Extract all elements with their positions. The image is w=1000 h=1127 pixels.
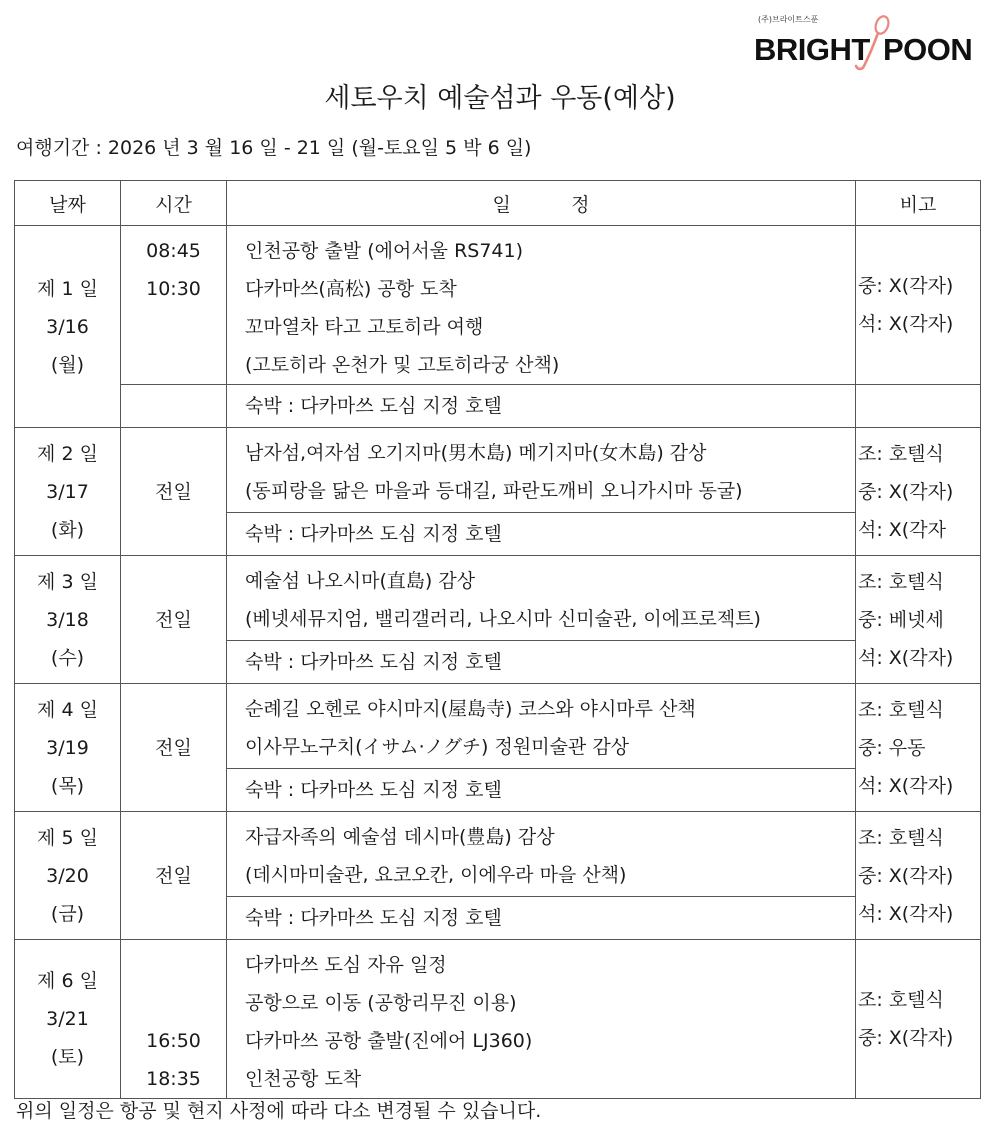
time-value: 10:30 xyxy=(146,278,201,300)
day-date: 3/18 xyxy=(46,608,89,631)
day-cell xyxy=(15,428,121,556)
time-value: 18:35 xyxy=(146,1068,201,1090)
table-row xyxy=(15,556,981,641)
note-cell xyxy=(856,428,981,556)
day-weekday: (금) xyxy=(50,902,85,925)
note-cell xyxy=(856,556,981,684)
day-cell xyxy=(15,684,121,812)
table-row xyxy=(15,428,981,513)
schedule-cell xyxy=(227,684,856,769)
brand-logo xyxy=(752,14,984,67)
day-date: 3/16 xyxy=(46,315,89,338)
schedule-line: (베넷세뮤지엄, 밸리갤러리, 나오시마 신미술관, 이에프로젝트) xyxy=(245,608,761,630)
day-date: 3/19 xyxy=(46,736,89,759)
day-weekday: (목) xyxy=(50,774,85,797)
schedule-line: 순례길 오헨로 야시마지(屋島寺) 코스와 야시마루 산책 xyxy=(245,698,696,720)
note-cell xyxy=(856,226,981,385)
time-cell: 전일 xyxy=(121,812,227,940)
schedule-line: 공항으로 이동 (공항리무진 이용) xyxy=(245,992,517,1014)
day-cell xyxy=(15,940,121,1099)
schedule-cell xyxy=(227,556,856,641)
note-cell xyxy=(856,385,981,428)
time-cell xyxy=(121,226,227,385)
day-date: 3/20 xyxy=(46,864,89,887)
schedule-line: (데시마미술관, 요코오칸, 이에우라 마을 산책) xyxy=(245,864,627,886)
note-line: 조: 호텔식 xyxy=(858,570,944,593)
day-cell xyxy=(15,556,121,684)
note-line: 조: 호텔식 xyxy=(858,989,944,1011)
note-cell xyxy=(856,940,981,1099)
note-line: 중: X(각자) xyxy=(858,864,954,887)
stay-cell: 숙박 : 다카마쓰 도심 지정 호텔 xyxy=(227,513,856,556)
schedule-cell xyxy=(227,428,856,513)
schedule-notice: 위의 일정은 항공 및 현지 사정에 따라 다소 변경될 수 있습니다. xyxy=(16,1100,542,1122)
note-line: 조: 호텔식 xyxy=(858,826,944,849)
table-row xyxy=(15,684,981,769)
day-weekday: (월) xyxy=(50,353,85,376)
schedule-line: 예술섬 나오시마(直島) 감상 xyxy=(245,570,476,592)
time-cell xyxy=(121,940,227,1099)
schedule-line: 다카마쓰 공항 출발(진에어 LJ360) xyxy=(245,1030,533,1052)
day-date: 3/21 xyxy=(46,1008,89,1030)
stay-cell: 숙박 : 다카마쓰 도심 지정 호텔 xyxy=(227,769,856,812)
note-line: 석: X(각자) xyxy=(858,774,954,797)
note-line: 중: X(각자) xyxy=(858,480,954,503)
schedule-line: 자급자족의 예술섬 데시마(豊島) 감상 xyxy=(245,826,555,848)
day-cell xyxy=(15,812,121,940)
note-line: 중: 베넷세 xyxy=(858,608,944,631)
header-note: 비고 xyxy=(856,181,981,226)
time-cell xyxy=(121,385,227,428)
day-weekday: (화) xyxy=(50,518,85,541)
stay-cell: 숙박 : 다카마쓰 도심 지정 호텔 xyxy=(227,641,856,684)
company-small-name: (주)브라이트스푼 xyxy=(758,15,819,24)
travel-period: 여행기간 : 2026 년 3 월 16 일 - 21 일 (월-토요일 5 박 6 일) xyxy=(16,137,532,159)
day-weekday: (토) xyxy=(50,1046,85,1068)
stay-cell: 숙박 : 다카마쓰 도심 지정 호텔 xyxy=(227,385,856,428)
note-line: 석: X(각자 xyxy=(858,518,946,541)
schedule-line: 인천공항 출발 (에어서울 RS741) xyxy=(245,240,524,262)
schedule-line: 다카마쓰 도심 자유 일정 xyxy=(245,954,447,976)
table-row xyxy=(15,940,981,1099)
note-line: 중: X(각자) xyxy=(858,275,954,297)
note-line: 조: 호텔식 xyxy=(858,442,944,465)
schedule-line: 인천공항 도착 xyxy=(245,1068,362,1090)
day-number: 제 3 일 xyxy=(37,570,98,593)
time-value: 16:50 xyxy=(146,1030,201,1052)
day-date: 3/17 xyxy=(46,480,89,503)
schedule-line: 다카마쓰(高松) 공항 도착 xyxy=(245,278,457,300)
header-date: 날짜 xyxy=(15,181,121,226)
schedule-cell xyxy=(227,940,856,1099)
schedule-cell xyxy=(227,812,856,897)
header-time: 시간 xyxy=(121,181,227,226)
itinerary-table xyxy=(14,180,981,1099)
header-schedule: 일 정 xyxy=(227,181,856,226)
table-row xyxy=(15,385,981,428)
schedule-line: (동피랑을 닮은 마을과 등대길, 파란도깨비 오니가시마 동굴) xyxy=(245,480,743,502)
note-cell xyxy=(856,684,981,812)
note-cell xyxy=(856,812,981,940)
time-cell: 전일 xyxy=(121,684,227,812)
day-number: 제 4 일 xyxy=(37,698,98,721)
brand-left-text: BRIGHT xyxy=(754,32,870,67)
note-line: 석: X(각자) xyxy=(858,646,954,669)
day-number: 제 1 일 xyxy=(37,277,98,300)
note-line: 석: X(각자) xyxy=(858,902,954,925)
schedule-cell xyxy=(227,226,856,385)
table-header-row xyxy=(15,181,981,226)
time-cell: 전일 xyxy=(121,556,227,684)
time-value: 08:45 xyxy=(146,240,201,262)
brand-right-text: POON xyxy=(883,32,973,67)
day-number: 제 2 일 xyxy=(37,442,98,465)
schedule-line: (고토히라 온천가 및 고토히라궁 산책) xyxy=(245,354,560,376)
note-line: 조: 호텔식 xyxy=(858,698,944,721)
note-line: 중: X(각자) xyxy=(858,1027,954,1049)
table-row xyxy=(15,226,981,385)
schedule-line: 남자섬,여자섬 오기지마(男木島) 메기지마(女木島) 감상 xyxy=(245,442,707,464)
day-number: 제 6 일 xyxy=(37,970,98,992)
stay-cell: 숙박 : 다카마쓰 도심 지정 호텔 xyxy=(227,897,856,940)
note-line: 석: X(각자) xyxy=(858,313,954,335)
time-cell: 전일 xyxy=(121,428,227,556)
day-number: 제 5 일 xyxy=(37,826,98,849)
schedule-line: 꼬마열차 타고 고토히라 여행 xyxy=(245,316,484,338)
page-title: 세토우치 예술섬과 우동(예상) xyxy=(324,83,676,114)
table-row xyxy=(15,812,981,897)
note-line: 중: 우동 xyxy=(858,736,926,759)
day-cell xyxy=(15,226,121,428)
schedule-line: 이사무노구치(イサム·ノグチ) 정원미술관 감상 xyxy=(245,736,630,758)
day-weekday: (수) xyxy=(50,646,85,669)
